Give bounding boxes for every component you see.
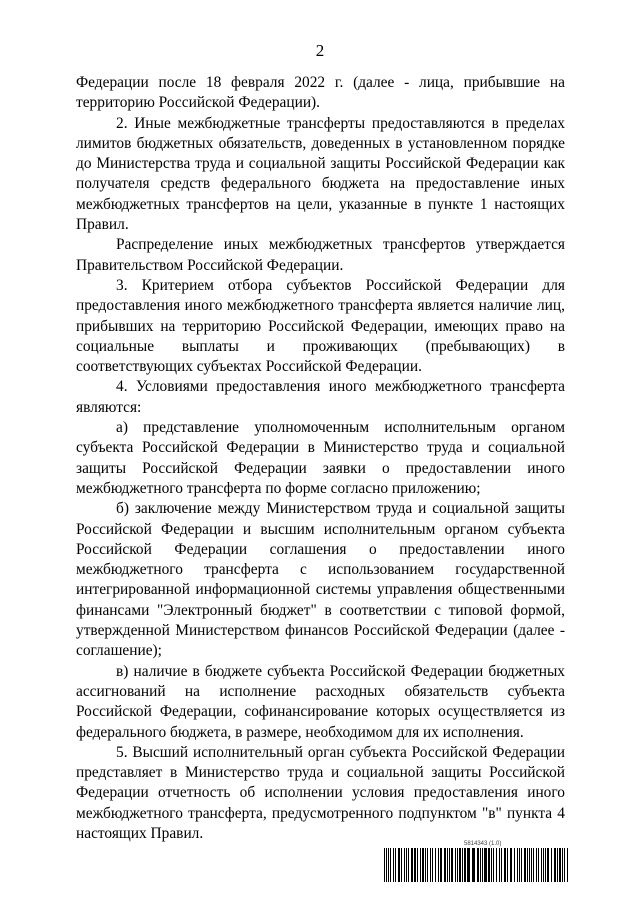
page-number: 2 (315, 41, 325, 60)
barcode-icon (384, 848, 568, 882)
barcode-label: 5814343 (1.0) (464, 841, 502, 847)
document-body (76, 73, 565, 844)
paragraph-item-4: 4. Условиями предоставления иного межбюджетного трансферта являются: (76, 378, 565, 416)
paragraph-item-4v: в) наличие в бюджете субъекта Российской Федерации бюджетных ассигнований на исполнение расходных обязательств субъекта Российской Федерации, софинансирование которых осуществляется из федерального бюджета, в размере, необходимом для их исполнения. (76, 662, 565, 741)
paragraph-continuation: Федерации после 18 февраля 2022 г. (далее - лица, прибывшие на территорию Российской Федерации). (76, 74, 565, 112)
paragraph-item-4a: а) представление уполномоченным исполнительным органом субъекта Российской Федерации в Министерство труда и социальной защиты Российской Федерации заявки о предоставлении иного межбюджетного трансферта по форме согласно приложению; (76, 419, 565, 497)
paragraph-item-3: 3. Критерием отбора субъектов Российской Федерации для предоставления иного межбюджетного трансферта является наличие лиц, прибывших на территорию Российской Федерации, имеющих право на социальные выплаты и проживающих (пребывающих) в соответствующих субъектах Российской Федерации. (76, 276, 565, 376)
paragraph-distribution: Распределение иных межбюджетных трансфертов утверждается Правительством Российской Федерации. (76, 236, 565, 274)
paragraph-item-5: 5. Высший исполнительный орган субъекта Российской Федерации представляет в Министерство труда и социальной защиты Российской Федерации отчетность об исполнении условия предоставления иного межбюджетного трансферта, предусмотренного подпунктом "в" пункта 4 настоящих Правил. (76, 743, 565, 842)
paragraph-item-2: 2. Иные межбюджетные трансферты предоставляются в пределах лимитов бюджетных обязательств, доведенных в установленном порядке до Министерства труда и социальной защиты Российской Федерации как получателя средств федерального бюджета на предоставление иных межбюджетных трансфертов на цели, указанные в пункте 1 настоящих Правил. (76, 114, 565, 234)
paragraph-item-4b: б) заключение между Министерством труда и социальной защиты Российской Федерации и высшим исполнительным органом субъекта Российской Федерации соглашения о предоставлении иного межбюджетного трансферта с использованием государственной интегрированной информационной системы управления общественными финансами "Электронный бюджет" в соответствии с типовой формой, утвержденной Министерством финансов Российской Федерации (далее - соглашение); (76, 500, 565, 660)
barcode-block (384, 840, 568, 882)
